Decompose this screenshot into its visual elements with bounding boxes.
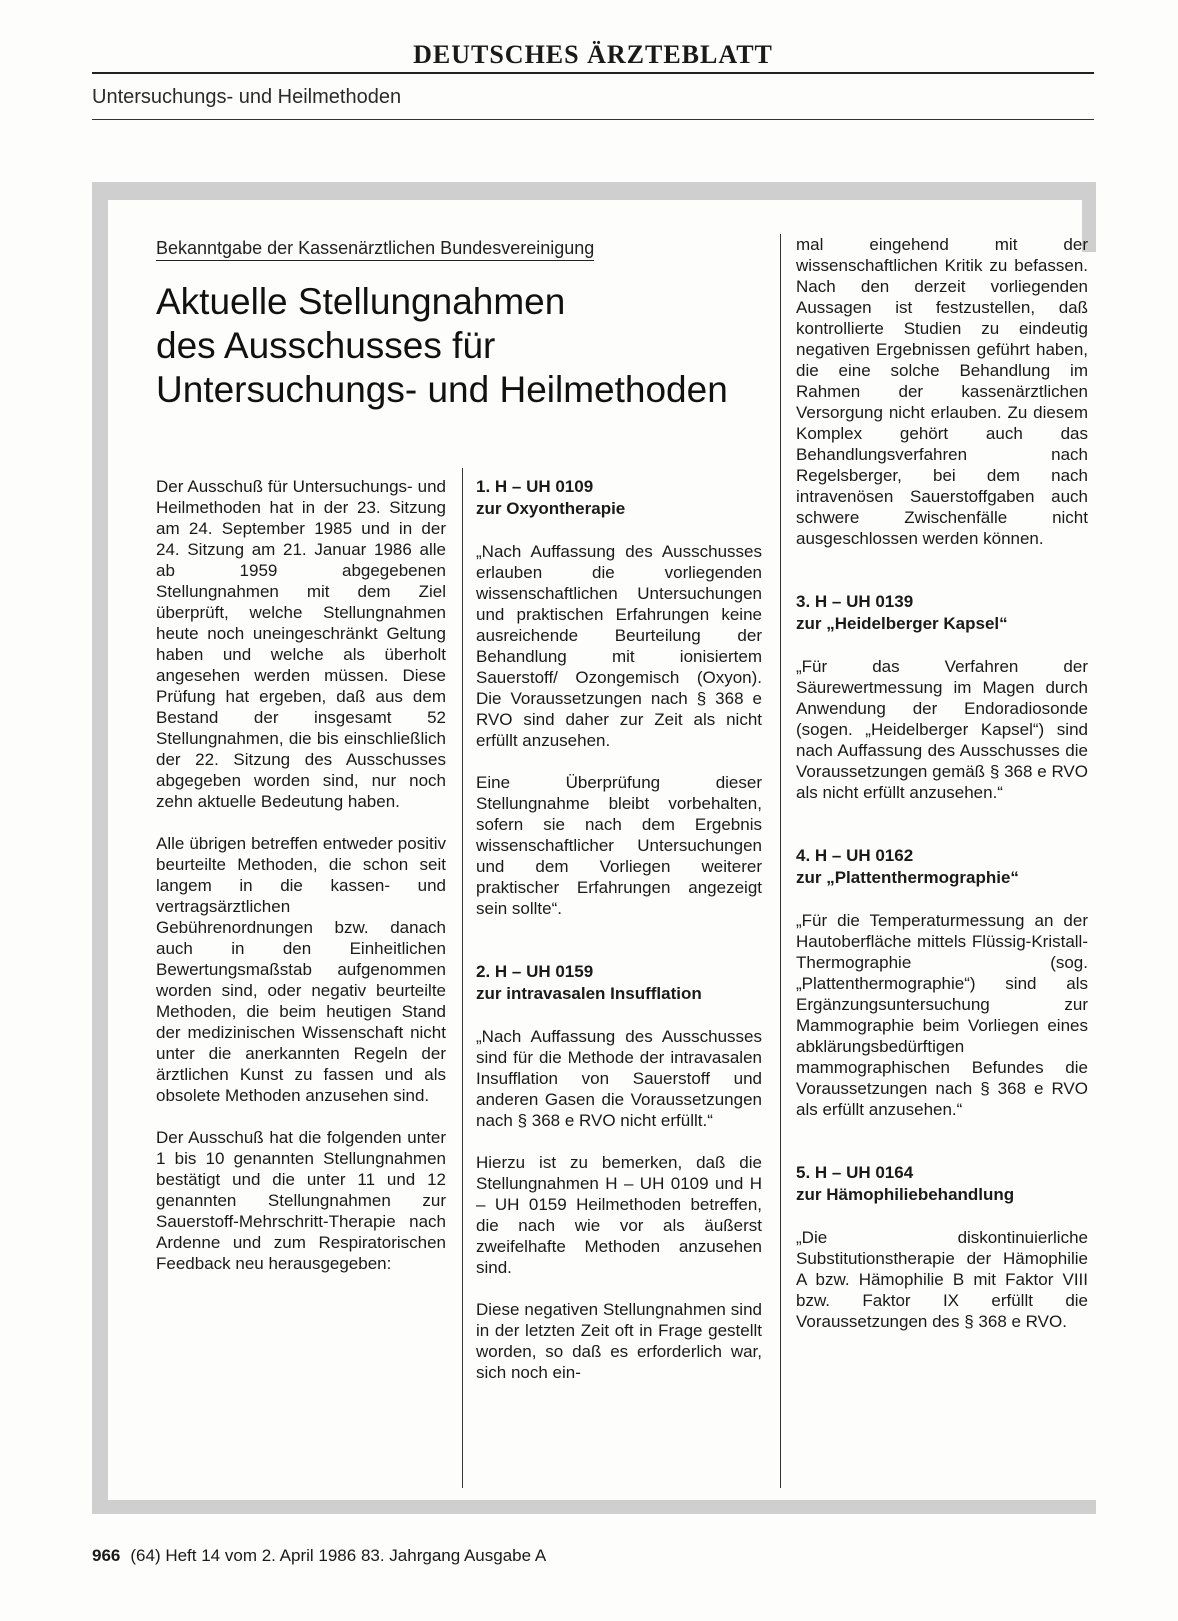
section-title: zur „Plattenthermographie“: [796, 868, 1019, 887]
frame-bottom: [92, 1500, 1096, 1514]
section-heading-2: [476, 961, 762, 1005]
body-paragraph: Diese negativen Stellungnahmen sind in der letzten Zeit oft in Frage gestellt worden, so daß es erforderlich war, sich noch ein-: [476, 1300, 762, 1382]
kicker: Bekanntgabe der Kassenärztlichen Bundesvereinigung: [156, 238, 594, 261]
headline-line-1: Aktuelle Stellungnahmen: [156, 281, 566, 322]
masthead-rule: [92, 72, 1094, 74]
intro-paragraph: Der Ausschuß für Untersuchungs- und Heilmethoden hat in der 23. Sitzung am 24. September 1985 und in der 24. Sitzung am 21. Januar 1986 alle ab 1959 abgegebenen Stellungnahmen mit dem Ziel überprüft, welche Stellungnahmen heute noch uneingeschränkt Geltung haben und welche als überholt angesehen werden müssen. Diese Prüfung hat ergeben, daß aus dem Bestand der insgesamt 52 Stellungnahmen, die bis einschließlich der 22. Sitzung des Ausschusses abgegeben worden sind, nur noch zehn aktuelle Bedeutung haben.: [156, 477, 446, 811]
section-heading-1: [476, 476, 762, 520]
page-footer: [92, 1546, 546, 1566]
body-paragraph: „Für das Verfahren der Säurewertmessung im Magen durch Anwendung der Endoradiosonde (sogen. „Heidelberger Kapsel“) sind nach Auffassung des Ausschusses die Voraussetzungen gemäß § 368 e RVO als nicht erfüllt anzusehen.“: [796, 657, 1088, 802]
section-number: 3. H – UH 0139: [796, 592, 914, 611]
body-paragraph: „Nach Auffassung des Ausschusses erlauben die vorliegenden wissenschaftlichen Untersuchungen und praktischen Erfahrungen keine ausreichende Beurteilung der Behandlung mit ionisiertem Sauerstoff/ Ozongemisch (Oxyon). Die Voraussetzungen nach § 368 e RVO sind daher zur Zeit als nicht erfüllt anzusehen.: [476, 542, 762, 750]
section-heading-3: [796, 591, 1088, 635]
column-1: [156, 476, 446, 1274]
body-paragraph: Der Ausschuß hat die folgenden unter 1 bis 10 genannten Stellungnahmen bestätigt und die unter 11 und 12 genannten Stellungnahmen zur Sauerstoff-Mehrschritt-Therapie nach Ardenne und zum Respiratorischen Feedback neu herausgegeben:: [156, 1128, 446, 1273]
masthead: DEUTSCHES ÄRZTEBLATT: [413, 40, 773, 69]
issue-info: (64) Heft 14 vom 2. April 1986 83. Jahrgang Ausgabe A: [130, 1546, 547, 1565]
section-title: zur intravasalen Insufflation: [476, 984, 702, 1003]
section-title: zur „Heidelberger Kapsel“: [796, 614, 1008, 633]
column-divider-2: [780, 234, 781, 1488]
section-number: 5. H – UH 0164: [796, 1163, 914, 1182]
body-paragraph: „Für die Temperaturmessung an der Hautoberfläche mittels Flüssig-Kristall-Thermographie (sog. „Plattenthermographie“) sind als Ergänzungsuntersuchung zur Mammographie beim Vorliegen eines abklärungsbedürftigen mammographischen Befundes die Voraussetzungen nach § 368 e RVO als erfüllt anzusehen.“: [796, 911, 1088, 1119]
headline-line-3: Untersuchungs- und Heilmethoden: [156, 369, 728, 410]
column-3: [796, 234, 1088, 1332]
body-paragraph: mal eingehend mit der wissenschaftlichen Kritik zu befassen. Nach den derzeit vorliegenden Aussagen ist festzustellen, daß kontrollierte Studien zu eindeutig negativen Ergebnissen geführt haben, die eine solche Behandlung im Rahmen der kassenärztlichen Versorgung nicht erlauben. Zu diesem Komplex gehört auch das Behandlungsverfahren nach Regelsberger, bei dem nach intravenösen Sauerstoffgaben auch schwere Zwischenfälle nicht ausgeschlossen werden können.: [796, 235, 1088, 548]
section-title: zur Hämophiliebehandlung: [796, 1185, 1015, 1204]
body-paragraph: Alle übrigen betreffen entweder positiv beurteilte Methoden, die schon seit langem in die kassen- und vertragsärztlichen Gebührenordnungen bzw. danach auch in den Einheitlichen Bewertungsmaßstab aufgenommen worden sind, oder negativ beurteilte Methoden, die beim heutigen Stand der medizinischen Wissenschaft nicht unter die anerkannten Regeln der ärztlichen Kunst zu fassen und als obsolete Methoden anzusehen sind.: [156, 834, 446, 1105]
headline: [156, 280, 776, 412]
body-paragraph: „Die diskontinuierliche Substitutionstherapie der Hämophilie A bzw. Hämophilie B mit Faktor VIII bzw. Faktor IX erfüllt die Voraussetzungen des § 368 e RVO.: [796, 1228, 1088, 1331]
section-number: 2. H – UH 0159: [476, 962, 594, 981]
section-title: zur Oxyontherapie: [476, 499, 626, 518]
section-rule: [92, 119, 1094, 120]
frame-left: [92, 182, 108, 1514]
body-paragraph: „Nach Auffassung des Ausschusses sind für die Methode der intravasalen Insufflation von Sauerstoff und anderen Gasen die Voraussetzungen nach § 368 e RVO nicht erfüllt.“: [476, 1027, 762, 1130]
page-number: 966: [92, 1546, 121, 1565]
section-heading-4: [796, 845, 1088, 889]
frame-top: [92, 182, 1096, 200]
section-number: 4. H – UH 0162: [796, 846, 914, 865]
section-number: 1. H – UH 0109: [476, 477, 594, 496]
column-2: [476, 476, 762, 1383]
body-paragraph: Eine Überprüfung dieser Stellungnahme bleibt vorbehalten, sofern sie nach dem Ergebnis wissenschaftlicher Untersuchungen und dem Vorliegen weiterer praktischer Erfahrungen angezeigt sein sollte“.: [476, 773, 762, 918]
column-divider-1: [462, 468, 463, 1488]
headline-line-2: des Ausschusses für: [156, 325, 496, 366]
body-paragraph: Hierzu ist zu bemerken, daß die Stellungnahmen H – UH 0109 und H – UH 0159 Heilmethoden betreffen, die nach wie vor als äußerst zweifelhafte Methoden anzusehen sind.: [476, 1153, 762, 1277]
section-label: Untersuchungs- und Heilmethoden: [92, 86, 402, 108]
section-heading-5: [796, 1162, 1088, 1206]
